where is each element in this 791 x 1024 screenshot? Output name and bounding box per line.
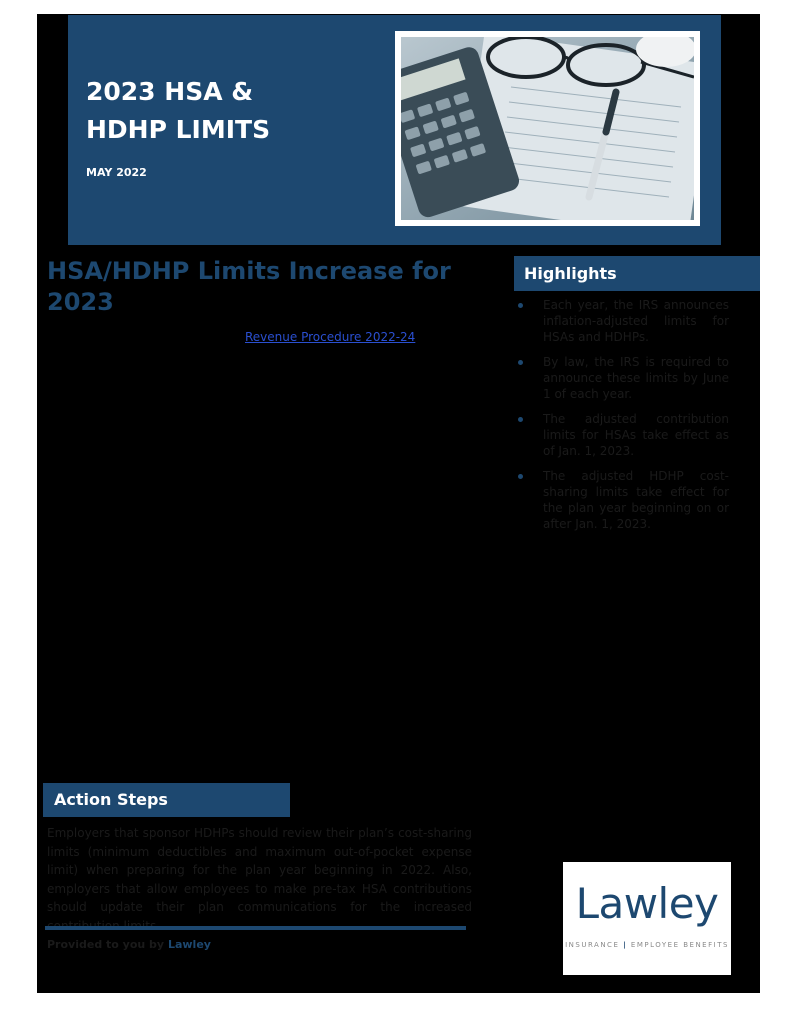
highlight-item — [515, 468, 729, 532]
highlight-text: The adjusted HDHP cost-sharing limits take effect for the plan year beginning on or after Jan. 1, 2023. — [543, 469, 729, 531]
logo-tag-right: EMPLOYEE BENEFITS — [630, 941, 729, 949]
action-steps-header: Action Steps — [43, 783, 290, 817]
lawley-logo — [563, 862, 731, 975]
headline-line2: 2023 — [47, 288, 114, 316]
provided-prefix: Provided to you by — [47, 938, 165, 951]
highlights-header: Highlights — [514, 256, 760, 291]
document-page — [37, 14, 760, 993]
bullet-icon — [518, 474, 523, 479]
highlights-list — [515, 297, 729, 541]
divider-rule — [45, 926, 466, 930]
header-banner — [68, 15, 721, 245]
logo-tag-left: INSURANCE — [565, 941, 620, 949]
calculator-photo — [395, 31, 700, 226]
bullet-icon — [518, 417, 523, 422]
calculator-glasses-pen-image — [401, 37, 694, 220]
banner-title-line2: HDHP LIMITS — [86, 115, 271, 144]
highlight-text: Each year, the IRS announces inflation-adjusted limits for HSAs and HDHPs. — [543, 298, 729, 344]
highlight-item — [515, 411, 729, 459]
provided-brand: Lawley — [167, 938, 211, 951]
headline-line1: HSA/HDHP Limits Increase for — [47, 257, 451, 285]
highlight-text: The adjusted contribution limits for HSAs take effect as of Jan. 1, 2023. — [543, 412, 729, 458]
logo-wordmark: Lawley — [575, 879, 719, 928]
provided-by-line — [47, 938, 211, 951]
highlight-item — [515, 354, 729, 402]
bullet-icon — [518, 360, 523, 365]
article-headline — [47, 256, 467, 318]
banner-title — [86, 73, 386, 149]
highlight-text: By law, the IRS is required to announce these limits by June 1 of each year. — [543, 355, 729, 401]
banner-title-line1: 2023 HSA & — [86, 77, 254, 106]
action-steps-text: Employers that sponsor HDHPs should review their plan’s cost-sharing limits (minimum deductibles and maximum out-of-pocket expense limit) when preparing for the plan year beginning in 2022. Also, employers that allow employees to make pre-tax HSA contributions should update their plan communications for the increased — [47, 826, 472, 914]
logo-tagline — [563, 941, 731, 949]
banner-date: MAY 2022 — [86, 166, 147, 179]
highlight-item — [515, 297, 729, 345]
revenue-procedure-link[interactable]: Revenue Procedure 2022-24 — [245, 330, 416, 344]
logo-tag-separator: | — [623, 941, 628, 949]
bullet-icon — [518, 303, 523, 308]
